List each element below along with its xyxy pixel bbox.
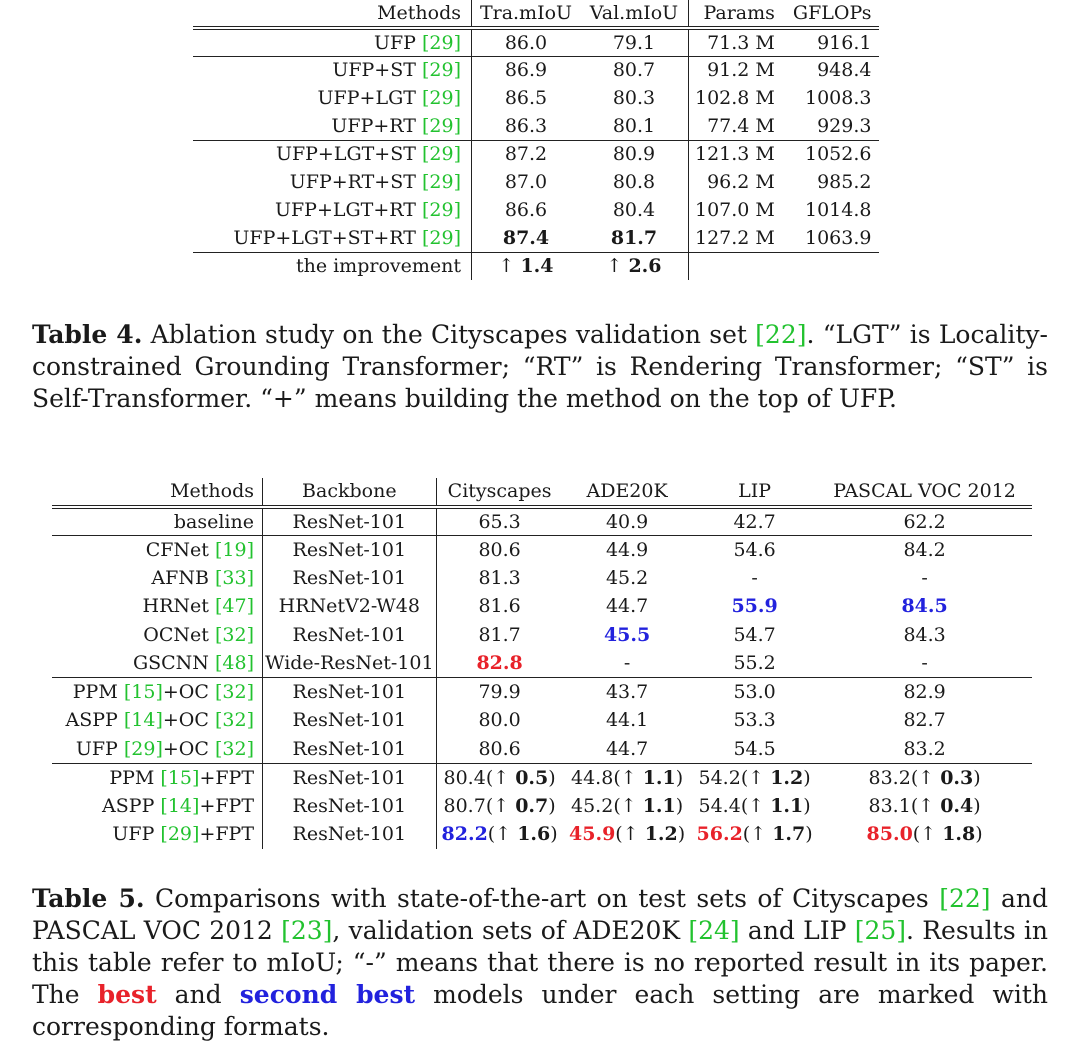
best-value: 45.9 xyxy=(569,823,616,846)
header-methods: Methods xyxy=(52,478,263,507)
params-cell: 91.2 M xyxy=(707,59,775,82)
up-arrow-icon: ↑ xyxy=(918,766,935,789)
val-cell: 80.8 xyxy=(580,168,689,196)
val-cell-best: 81.7 xyxy=(580,224,689,252)
val-cell: 80.4 xyxy=(580,196,689,224)
table-row xyxy=(193,84,879,112)
table-row: AFNB [33] ResNet-101 81.3 45.2 - - xyxy=(52,564,1032,593)
up-arrow-icon: ↑ xyxy=(495,823,512,846)
table-row: HRNet [47] HRNetV2-W48 81.6 44.7 55.9 84.5 xyxy=(52,592,1032,621)
improvement-row xyxy=(193,252,879,280)
table-row: ASPP [14]+FPT ResNet-101 80.7(↑ 0.7) 45.2(↑ 1.1) 54.4(↑ 1.1) 83.1(↑ 0.4) xyxy=(52,792,1032,821)
table-row: CFNet [19] ResNet-101 80.6 44.9 54.6 84.2 xyxy=(52,535,1032,564)
improvement-tra: ↑ 1.4 xyxy=(498,255,554,278)
method-cell: UFP+LGT+RT [29] xyxy=(193,196,472,224)
header-tra-miou: Tra.mIoU xyxy=(472,0,581,28)
val-cell: 80.7 xyxy=(580,56,689,84)
params-cell: 107.0 M xyxy=(695,199,775,221)
citation-link[interactable]: [29] xyxy=(123,737,163,760)
citation-link[interactable]: [29] xyxy=(421,226,461,249)
citation-link[interactable]: [19] xyxy=(214,538,254,561)
table-4 xyxy=(193,0,879,280)
tra-cell: 86.3 xyxy=(472,112,581,140)
citation-link[interactable]: [25] xyxy=(854,916,907,945)
method-cell: UFP+LGT+ST [29] xyxy=(193,140,472,168)
gflops-cell: 985.2 xyxy=(817,171,872,193)
gflops-cell: 1008.3 xyxy=(805,87,872,109)
val-cell: 79.1 xyxy=(580,28,689,56)
citation-link[interactable]: [48] xyxy=(214,652,254,674)
params-cell: 121.3 M xyxy=(695,143,775,166)
citation-link[interactable]: [15] xyxy=(123,681,163,703)
citation-link[interactable]: [14] xyxy=(160,794,200,817)
table-row: ASPP [14]+OC [32] ResNet-101 80.0 44.1 53.3 82.7 xyxy=(52,706,1032,735)
val-cell: 80.1 xyxy=(580,112,689,140)
method-cell: UFP+RT+ST [29] xyxy=(193,168,472,196)
tra-cell: 86.9 xyxy=(504,59,548,82)
table-row: UFP [29]+FPT ResNet-101 82.2(↑ 1.6) 45.9(↑ 1.2) 56.2(↑ 1.7) 85.0(↑ 1.8) xyxy=(52,820,1032,849)
table-row xyxy=(193,112,879,140)
table-row xyxy=(193,196,879,224)
header-pascal-voc: PASCAL VOC 2012 xyxy=(818,478,1032,507)
tra-cell-best: 87.4 xyxy=(472,224,581,252)
citation-link[interactable]: [14] xyxy=(123,709,163,732)
second-best-value: 45.5 xyxy=(603,623,651,646)
citation-link[interactable]: [29] xyxy=(421,31,461,54)
gflops-cell: 916.1 xyxy=(787,28,880,56)
params-cell: 96.2 M xyxy=(707,171,775,193)
second-best-legend: second best xyxy=(239,980,416,1009)
table-row xyxy=(193,140,879,168)
table-5 xyxy=(52,478,1032,849)
header-backbone: Backbone xyxy=(263,478,437,507)
table-row: OCNet [32] ResNet-101 81.7 45.5 54.7 84.3 xyxy=(52,621,1032,650)
table-row xyxy=(193,168,879,196)
second-best-value: 82.2 xyxy=(441,823,488,846)
tra-cell: 87.0 xyxy=(504,171,548,193)
params-cell: 127.2 M xyxy=(689,224,787,252)
improvement-label: the improvement xyxy=(193,252,472,280)
table-header-row xyxy=(193,0,879,28)
method-cell: UFP [29] xyxy=(193,28,472,56)
up-arrow-icon: ↑ xyxy=(620,794,637,817)
up-arrow-icon: ↑ xyxy=(606,255,623,278)
citation-link[interactable]: [32] xyxy=(214,681,254,703)
val-cell: 80.9 xyxy=(580,140,689,168)
gflops-cell: 1052.6 xyxy=(805,143,872,166)
citation-link[interactable]: [29] xyxy=(421,59,461,82)
second-best-value: 84.5 xyxy=(901,595,948,618)
table-row: PPM [15]+OC [32] ResNet-101 79.9 43.7 53.0 82.9 xyxy=(52,678,1032,707)
citation-link[interactable]: [29] xyxy=(421,171,461,193)
up-arrow-icon: ↑ xyxy=(748,766,765,789)
table-row xyxy=(193,28,879,56)
table-row xyxy=(193,224,879,252)
gflops-cell: 948.4 xyxy=(817,59,872,82)
header-val-miou: Val.mIoU xyxy=(580,0,689,28)
tra-cell: 86.6 xyxy=(504,199,548,221)
citation-link[interactable]: [47] xyxy=(214,595,254,618)
citation-link[interactable]: [29] xyxy=(421,114,461,137)
best-value: 85.0 xyxy=(866,823,913,846)
citation-link[interactable]: [29] xyxy=(421,143,461,166)
up-arrow-icon: ↑ xyxy=(748,794,765,817)
citation-link[interactable]: [32] xyxy=(214,623,254,646)
table-row: GSCNN [48] Wide-ResNet-101 82.8 - 55.2 - xyxy=(52,649,1032,678)
improvement-val: ↑ 2.6 xyxy=(580,252,689,280)
header-lip: LIP xyxy=(692,478,818,507)
header-gflops: GFLOPs xyxy=(787,0,880,28)
gflops-cell: 1063.9 xyxy=(787,224,880,252)
second-best-value: 55.9 xyxy=(731,595,778,618)
method-cell: UFP+RT [29] xyxy=(193,112,472,140)
caption-label: Table 5. xyxy=(32,884,145,913)
header-ade20k: ADE20K xyxy=(563,478,692,507)
up-arrow-icon: ↑ xyxy=(620,766,637,789)
gflops-cell: 929.3 xyxy=(787,112,880,140)
up-arrow-icon: ↑ xyxy=(622,823,639,846)
citation-link[interactable]: [29] xyxy=(421,199,461,221)
val-cell: 80.3 xyxy=(580,84,689,112)
method-cell: UFP+ST [29] xyxy=(193,56,472,84)
tra-cell: 86.0 xyxy=(472,28,581,56)
table-row xyxy=(193,56,879,84)
citation-link[interactable]: [24] xyxy=(688,916,740,945)
params-cell: 77.4 M xyxy=(689,112,787,140)
citation-link[interactable]: [33] xyxy=(214,566,254,589)
up-arrow-icon: ↑ xyxy=(493,794,510,817)
params-cell: 102.8 M xyxy=(695,87,775,109)
best-value: 56.2 xyxy=(696,823,743,846)
method-cell: UFP+LGT [29] xyxy=(193,84,472,112)
up-arrow-icon: ↑ xyxy=(918,794,935,817)
header-methods: Methods xyxy=(193,0,472,28)
table-header-row xyxy=(52,478,1032,507)
baseline-row: baseline ResNet-101 65.3 40.9 42.7 62.2 xyxy=(52,507,1032,536)
table-row: UFP [29]+OC [32] ResNet-101 80.6 44.7 54.5 83.2 xyxy=(52,735,1032,764)
citation-link[interactable]: [32] xyxy=(214,709,254,732)
header-cityscapes: Cityscapes xyxy=(436,478,563,507)
params-cell: 71.3 M xyxy=(689,28,787,56)
citation-link[interactable]: [22] xyxy=(755,320,807,349)
table-row: PPM [15]+FPT ResNet-101 80.4(↑ 0.5) 44.8(↑ 1.1) 54.2(↑ 1.2) 83.2(↑ 0.3) xyxy=(52,763,1032,792)
up-arrow-icon: ↑ xyxy=(920,823,937,846)
citation-link[interactable]: [29] xyxy=(160,823,200,846)
table-4-caption: Table 4. Ablation study on the Cityscapes validation set [22]. “LGT” is Locality-constrained Grounding Transformer; “RT” is Rendering Transformer; “ST” is Self-Transformer. “+” means building the method on the top of UFP. xyxy=(32,320,1048,413)
tra-cell: 86.5 xyxy=(504,87,548,109)
best-value: 82.8 xyxy=(436,649,563,678)
citation-link[interactable]: [22] xyxy=(939,884,991,913)
citation-link[interactable]: [23] xyxy=(281,916,333,945)
up-arrow-icon: ↑ xyxy=(750,823,767,846)
best-legend: best xyxy=(97,980,157,1009)
up-arrow-icon: ↑ xyxy=(498,255,515,278)
up-arrow-icon: ↑ xyxy=(493,766,510,789)
tra-cell: 87.2 xyxy=(504,143,548,166)
gflops-cell: 1014.8 xyxy=(805,199,872,221)
table-5-caption: Table 5. Comparisons with state-of-the-art on test sets of Cityscapes [22] and PASCAL VOC 2012 [23], validation sets of ADE20K [24] and LIP [25]. Results in this table refer to mIoU; “-” means that there is no reported result in its paper. The best and second best models under each setting are marked with corresponding formats. xyxy=(32,884,1049,1041)
citation-link[interactable]: [15] xyxy=(160,766,200,789)
method-cell: UFP+LGT+ST+RT [29] xyxy=(193,224,472,252)
header-params: Params xyxy=(689,0,787,28)
caption-label: Table 4. xyxy=(32,320,143,349)
citation-link[interactable]: [32] xyxy=(214,737,254,760)
citation-link[interactable]: [29] xyxy=(421,87,461,109)
